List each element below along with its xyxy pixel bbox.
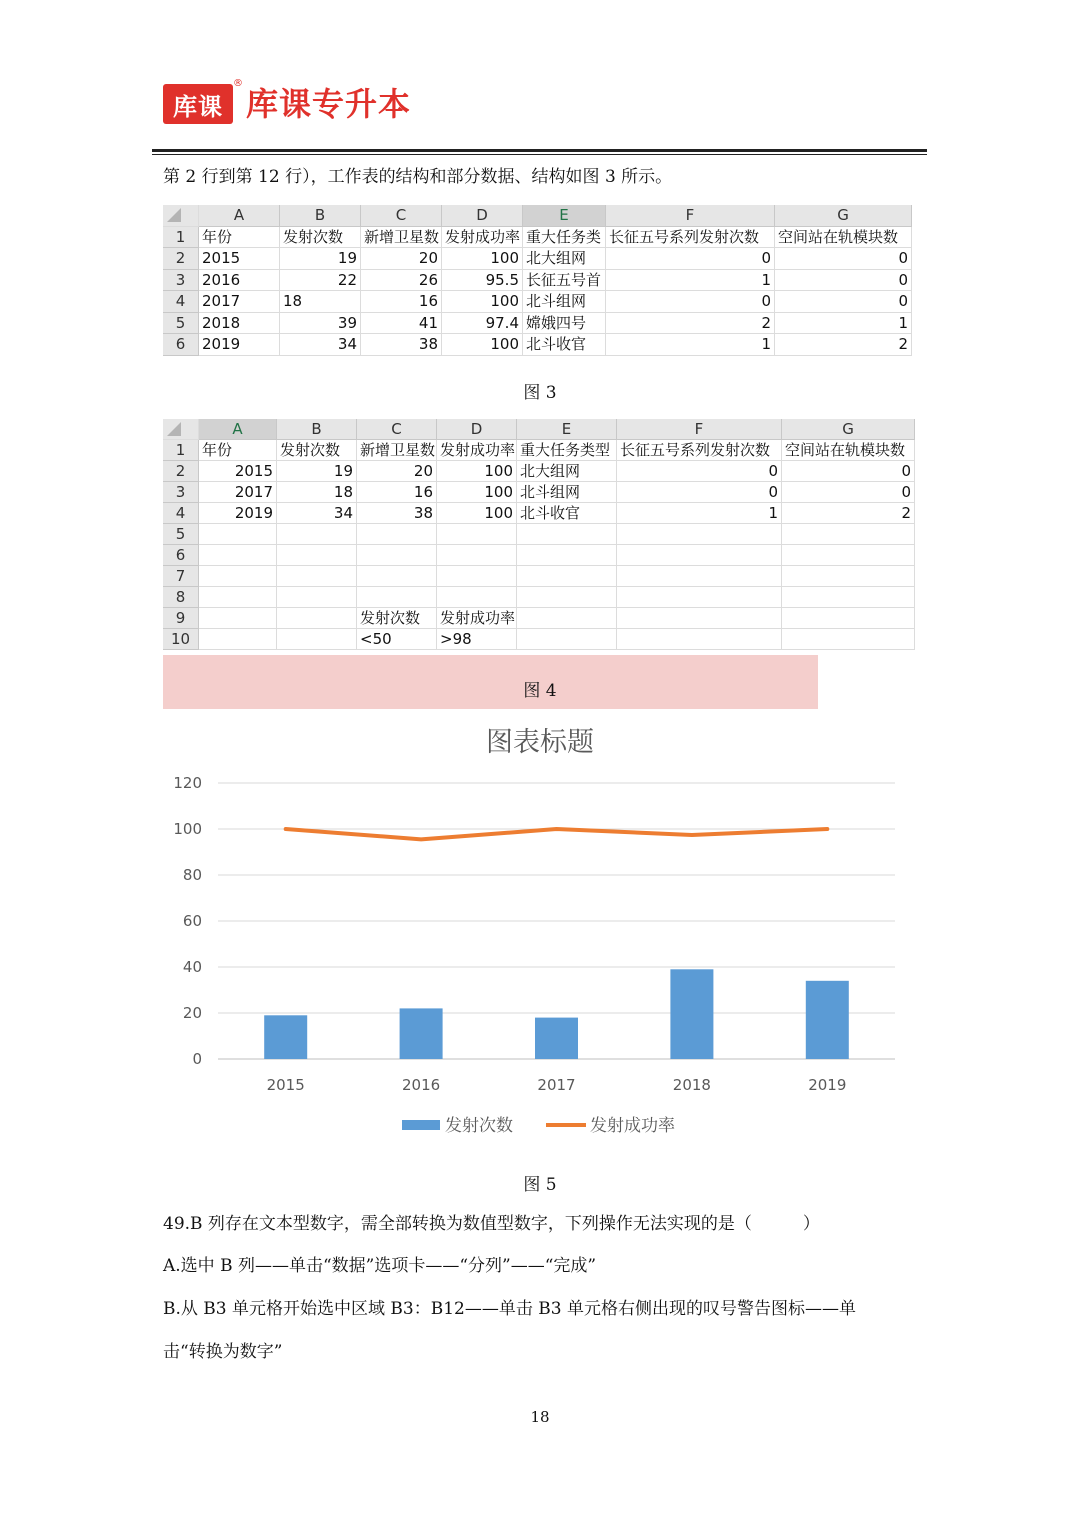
cell[interactable]: 16	[357, 482, 437, 503]
cell[interactable]: 41	[361, 313, 442, 335]
row-header[interactable]: 10	[163, 629, 199, 650]
row-header[interactable]: 5	[163, 313, 199, 335]
column-header-e[interactable]: E	[517, 419, 617, 440]
cell[interactable]	[517, 608, 617, 629]
cell[interactable]: 2017	[199, 291, 280, 313]
intro-paragraph: 第 2 行到第 12 行），工作表的结构和部分数据、结构如图 3 所示。	[163, 167, 673, 187]
cell[interactable]: 北斗组网	[517, 482, 617, 503]
figure4-caption: 图 4	[523, 681, 557, 701]
cell[interactable]: 39	[280, 313, 361, 335]
row-header[interactable]: 7	[163, 566, 199, 587]
cell[interactable]	[517, 524, 617, 545]
y-tick-label: 40	[182, 958, 202, 976]
cell[interactable]: 0	[617, 461, 782, 482]
row-header[interactable]: 3	[163, 270, 199, 292]
row-header[interactable]: 2	[163, 248, 199, 270]
column-header-g[interactable]: G	[782, 419, 915, 440]
cell[interactable]: 1	[606, 270, 775, 292]
cell[interactable]: 2019	[199, 503, 277, 524]
logo-text: 库课	[173, 92, 223, 121]
cell[interactable]: 发射次数	[280, 227, 361, 249]
column-header-e[interactable]: E	[523, 205, 606, 227]
cell[interactable]: 2019	[199, 334, 280, 356]
legend-label: 发射次数	[445, 1116, 513, 1136]
cell[interactable]: 年份	[199, 227, 280, 249]
column-header-f[interactable]: F	[617, 419, 782, 440]
cell[interactable]	[782, 587, 915, 608]
bar	[535, 1018, 578, 1059]
cell[interactable]: 100	[437, 482, 517, 503]
row-header[interactable]: 6	[163, 334, 199, 356]
cell[interactable]: 16	[361, 291, 442, 313]
cell[interactable]: 北大组网	[523, 248, 606, 270]
row-header[interactable]: 4	[163, 503, 199, 524]
cell[interactable]: 北斗收官	[523, 334, 606, 356]
cell[interactable]: 18	[280, 291, 361, 313]
chart-title: 图表标题	[486, 727, 594, 758]
column-header-d[interactable]: D	[437, 419, 517, 440]
row-header[interactable]: 6	[163, 545, 199, 566]
cell[interactable]: 34	[280, 334, 361, 356]
option-b-line2: 击“转换为数字”	[163, 1342, 283, 1362]
cell[interactable]: 北斗收官	[517, 503, 617, 524]
x-tick-label: 2016	[402, 1076, 441, 1094]
header-rule-thin	[152, 154, 927, 155]
cell[interactable]: 北斗组网	[523, 291, 606, 313]
column-header-b[interactable]: B	[280, 205, 361, 227]
column-header-f[interactable]: F	[606, 205, 775, 227]
legend-bar-swatch	[402, 1120, 440, 1130]
page-number: 18	[530, 1408, 550, 1426]
cell[interactable]: 长征五号系列发射次数	[606, 227, 775, 249]
cell[interactable]: 发射成功率	[442, 227, 523, 249]
x-tick-label: 2019	[808, 1076, 847, 1094]
y-tick-label: 80	[182, 866, 202, 884]
cell[interactable]: 发射次数	[357, 608, 437, 629]
sheet-corner[interactable]	[163, 205, 199, 227]
cell[interactable]	[357, 524, 437, 545]
cell[interactable]: 2018	[199, 313, 280, 335]
cell[interactable]	[782, 524, 915, 545]
cell[interactable]: 1	[617, 503, 782, 524]
cell[interactable]: 26	[361, 270, 442, 292]
cell[interactable]: 18	[277, 482, 357, 503]
cell[interactable]	[517, 629, 617, 650]
cell[interactable]: 100	[442, 334, 523, 356]
cell[interactable]	[199, 545, 277, 566]
cell[interactable]	[277, 524, 357, 545]
header-rule-thick	[152, 149, 927, 152]
row-header[interactable]: 4	[163, 291, 199, 313]
cell[interactable]: 38	[361, 334, 442, 356]
cell[interactable]	[437, 545, 517, 566]
y-tick-label: 60	[182, 912, 202, 930]
cell[interactable]	[277, 587, 357, 608]
cell[interactable]	[199, 629, 277, 650]
column-header-a[interactable]: A	[199, 419, 277, 440]
column-header-g[interactable]: G	[775, 205, 912, 227]
column-header-c[interactable]: C	[357, 419, 437, 440]
cell[interactable]: 长征五号系列发射次数	[617, 440, 782, 461]
registered-mark: ®	[233, 78, 243, 89]
cell[interactable]: 2016	[199, 270, 280, 292]
x-tick-label: 2018	[672, 1076, 711, 1094]
brand-name: 库课专升本	[246, 85, 412, 123]
x-tick-label: 2015	[266, 1076, 305, 1094]
option-a: A.选中 B 列——单击“数据”选项卡——“分列”——“完成”	[163, 1256, 597, 1276]
cell[interactable]: 0	[606, 291, 775, 313]
cell[interactable]: 20	[357, 461, 437, 482]
cell[interactable]: 100	[437, 503, 517, 524]
cell[interactable]	[277, 566, 357, 587]
cell[interactable]	[277, 629, 357, 650]
cell[interactable]	[437, 587, 517, 608]
cell[interactable]	[617, 608, 782, 629]
cell[interactable]: 38	[357, 503, 437, 524]
cell[interactable]	[357, 566, 437, 587]
cell[interactable]: 2	[782, 503, 915, 524]
cell[interactable]: 2015	[199, 248, 280, 270]
row-header[interactable]: 1	[163, 440, 199, 461]
cell[interactable]: 发射成功率	[437, 608, 517, 629]
cell[interactable]	[437, 566, 517, 587]
y-tick-label: 120	[173, 774, 202, 792]
column-header-a[interactable]: A	[199, 205, 280, 227]
cell[interactable]: 重大任务类	[523, 227, 606, 249]
cell[interactable]: 空间站在轨模块数	[775, 227, 912, 249]
combo-chart	[160, 708, 920, 1158]
row-header[interactable]: 2	[163, 461, 199, 482]
cell[interactable]	[517, 587, 617, 608]
select-all-icon	[167, 208, 181, 222]
cell[interactable]: 北大组网	[517, 461, 617, 482]
row-header[interactable]: 8	[163, 587, 199, 608]
figure5-caption: 图 5	[523, 1175, 557, 1195]
cell[interactable]: 22	[280, 270, 361, 292]
cell[interactable]	[617, 566, 782, 587]
cell[interactable]	[617, 545, 782, 566]
cell[interactable]: 空间站在轨模块数	[782, 440, 915, 461]
cell[interactable]	[437, 524, 517, 545]
cell[interactable]: 嫦娥四号	[523, 313, 606, 335]
bar	[264, 1015, 307, 1059]
cell[interactable]: >98	[437, 629, 517, 650]
bar	[400, 1008, 443, 1059]
row-header[interactable]: 1	[163, 227, 199, 249]
cell[interactable]: 1	[775, 313, 912, 335]
cell[interactable]: 长征五号首	[523, 270, 606, 292]
cell[interactable]: 2	[775, 334, 912, 356]
cell[interactable]	[782, 566, 915, 587]
column-header-b[interactable]: B	[277, 419, 357, 440]
cell[interactable]	[517, 545, 617, 566]
cell[interactable]: 重大任务类型	[517, 440, 617, 461]
cell[interactable]: 0	[782, 482, 915, 503]
cell[interactable]: 100	[442, 248, 523, 270]
row-header[interactable]: 9	[163, 608, 199, 629]
cell[interactable]: 发射成功率	[437, 440, 517, 461]
row-header[interactable]: 3	[163, 482, 199, 503]
cell[interactable]	[277, 608, 357, 629]
row-header[interactable]: 5	[163, 524, 199, 545]
column-header-c[interactable]: C	[361, 205, 442, 227]
option-b-line1: B.从 B3 单元格开始选中区域 B3：B12——单击 B3 单元格右侧出现的叹号警告图标——单	[163, 1299, 856, 1319]
cell[interactable]	[617, 629, 782, 650]
bar	[670, 969, 713, 1059]
sheet-corner[interactable]	[163, 419, 199, 440]
cell[interactable]: 2015	[199, 461, 277, 482]
brand-logo	[163, 84, 233, 124]
cell[interactable]	[617, 524, 782, 545]
cell[interactable]	[517, 566, 617, 587]
legend-label: 发射成功率	[590, 1116, 675, 1136]
y-tick-label: 0	[192, 1050, 202, 1068]
cell[interactable]: 20	[361, 248, 442, 270]
cell[interactable]: 100	[442, 291, 523, 313]
cell[interactable]: 95.5	[442, 270, 523, 292]
cell[interactable]: 0	[775, 248, 912, 270]
cell[interactable]: 0	[606, 248, 775, 270]
figure3-caption: 图 3	[523, 383, 557, 403]
cell[interactable]: 0	[775, 270, 912, 292]
cell[interactable]: 34	[277, 503, 357, 524]
cell[interactable]: 2	[606, 313, 775, 335]
cell[interactable]: 发射次数	[277, 440, 357, 461]
y-tick-label: 100	[173, 820, 202, 838]
cell[interactable]: 新增卫星数	[361, 227, 442, 249]
column-header-d[interactable]: D	[442, 205, 523, 227]
cell[interactable]: <50	[357, 629, 437, 650]
cell[interactable]	[199, 524, 277, 545]
x-tick-label: 2017	[537, 1076, 576, 1094]
cell[interactable]: 2017	[199, 482, 277, 503]
cell[interactable]: 新增卫星数	[357, 440, 437, 461]
cell[interactable]	[199, 608, 277, 629]
cell[interactable]	[782, 629, 915, 650]
cell[interactable]	[199, 587, 277, 608]
success-rate-line	[286, 829, 828, 839]
cell[interactable]: 19	[280, 248, 361, 270]
cell[interactable]: 1	[606, 334, 775, 356]
cell[interactable]	[617, 587, 782, 608]
select-all-icon	[167, 422, 181, 436]
cell[interactable]	[357, 587, 437, 608]
cell[interactable]	[199, 566, 277, 587]
cell[interactable]: 97.4	[442, 313, 523, 335]
cell[interactable]: 100	[437, 461, 517, 482]
cell[interactable]: 0	[775, 291, 912, 313]
cell[interactable]: 19	[277, 461, 357, 482]
cell[interactable]	[782, 608, 915, 629]
cell[interactable]: 0	[617, 482, 782, 503]
bar	[806, 981, 849, 1059]
cell[interactable]	[782, 545, 915, 566]
cell[interactable]: 0	[782, 461, 915, 482]
cell[interactable]: 年份	[199, 440, 277, 461]
cell[interactable]	[277, 545, 357, 566]
y-tick-label: 20	[182, 1004, 202, 1022]
cell[interactable]	[357, 545, 437, 566]
question-stem: 49.B 列存在文本型数字，需全部转换为数值型数字，下列操作无法实现的是（ ）	[163, 1214, 820, 1234]
